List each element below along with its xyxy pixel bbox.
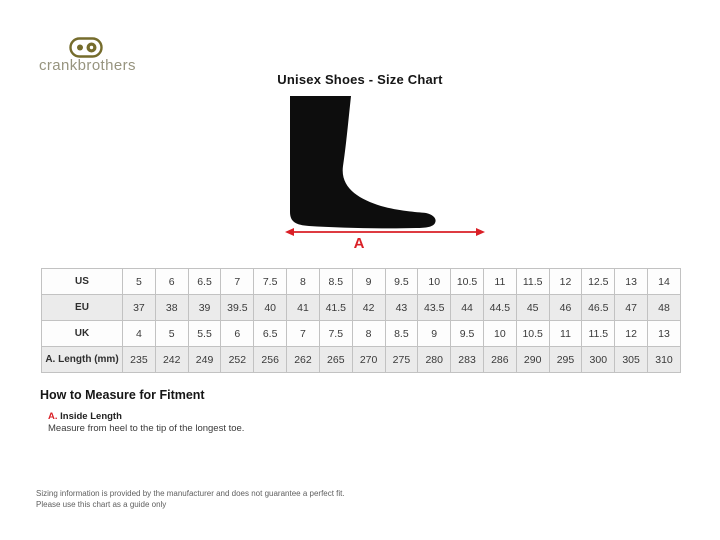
size-cell: 45 (516, 295, 549, 321)
size-cell: 42 (352, 295, 385, 321)
size-cell: 252 (221, 347, 254, 373)
size-cell: 8.5 (385, 321, 418, 347)
measure-item-description: Measure from heel to the tip of the longest toe. (48, 423, 245, 434)
table-row (42, 347, 681, 373)
disclaimer-line2: Please use this chart as a guide only (36, 500, 167, 510)
size-cell: 9.5 (385, 269, 418, 295)
size-cell: 37 (123, 295, 156, 321)
disclaimer (36, 488, 345, 510)
size-cell: 6.5 (188, 269, 221, 295)
row-label: UK (42, 321, 123, 347)
size-cell: 41.5 (319, 295, 352, 321)
size-cell: 280 (418, 347, 451, 373)
size-cell: 10 (418, 269, 451, 295)
size-cell: 6.5 (254, 321, 287, 347)
size-cell: 14 (648, 269, 681, 295)
measure-item-title (48, 411, 122, 422)
size-cell: 9 (352, 269, 385, 295)
measure-item-name: Inside Length (60, 411, 122, 422)
size-cell: 46 (549, 295, 582, 321)
size-cell: 10 (483, 321, 516, 347)
row-label: EU (42, 295, 123, 321)
table-row (42, 321, 681, 347)
size-cell: 11.5 (516, 269, 549, 295)
size-cell: 11.5 (582, 321, 615, 347)
size-cell: 43 (385, 295, 418, 321)
size-cell: 8 (352, 321, 385, 347)
size-cell: 12 (615, 321, 648, 347)
size-cell: 270 (352, 347, 385, 373)
size-cell: 275 (385, 347, 418, 373)
size-cell: 4 (123, 321, 156, 347)
size-cell: 44 (451, 295, 484, 321)
page-title: Unisex Shoes - Size Chart (277, 72, 443, 87)
foot-diagram (285, 96, 485, 261)
size-cell: 13 (615, 269, 648, 295)
size-cell: 242 (155, 347, 188, 373)
measurement-arrow (285, 226, 485, 238)
size-cell: 290 (516, 347, 549, 373)
row-label: US (42, 269, 123, 295)
size-table (41, 268, 681, 373)
size-cell: 286 (483, 347, 516, 373)
foot-silhouette-graphic (285, 96, 485, 231)
size-cell: 13 (648, 321, 681, 347)
measure-item-letter: A. (48, 411, 58, 422)
size-cell: 6 (155, 269, 188, 295)
size-cell: 256 (254, 347, 287, 373)
size-cell: 44.5 (483, 295, 516, 321)
size-cell: 43.5 (418, 295, 451, 321)
size-cell: 12.5 (582, 269, 615, 295)
size-cell: 38 (155, 295, 188, 321)
size-cell: 7.5 (319, 321, 352, 347)
size-cell: 47 (615, 295, 648, 321)
size-table-body (42, 269, 681, 373)
size-cell: 8.5 (319, 269, 352, 295)
measure-heading: How to Measure for Fitment (40, 388, 205, 402)
size-cell: 12 (549, 269, 582, 295)
size-cell: 8 (287, 269, 320, 295)
size-cell: 11 (483, 269, 516, 295)
table-row (42, 295, 681, 321)
table-row (42, 269, 681, 295)
size-cell: 39 (188, 295, 221, 321)
brand-name: crankbrothers (39, 57, 136, 74)
size-cell: 39.5 (221, 295, 254, 321)
crankbrothers-logo-icon (69, 37, 103, 58)
size-cell: 7 (221, 269, 254, 295)
size-cell: 265 (319, 347, 352, 373)
size-cell: 10.5 (451, 269, 484, 295)
size-cell: 6 (221, 321, 254, 347)
size-cell: 40 (254, 295, 287, 321)
size-cell: 5 (123, 269, 156, 295)
size-cell: 7.5 (254, 269, 287, 295)
disclaimer-line1: Sizing information is provided by the manufacturer and does not guarantee a perfect fit. (36, 489, 345, 498)
size-cell: 11 (549, 321, 582, 347)
size-cell: 249 (188, 347, 221, 373)
size-cell: 41 (287, 295, 320, 321)
row-label: A. Length (mm) (42, 347, 123, 373)
size-cell: 235 (123, 347, 156, 373)
size-cell: 46.5 (582, 295, 615, 321)
size-cell: 295 (549, 347, 582, 373)
size-cell: 7 (287, 321, 320, 347)
measurement-label: A (353, 235, 365, 252)
size-cell: 9 (418, 321, 451, 347)
size-cell: 305 (615, 347, 648, 373)
size-cell: 10.5 (516, 321, 549, 347)
size-cell: 310 (648, 347, 681, 373)
size-cell: 262 (287, 347, 320, 373)
size-cell: 9.5 (451, 321, 484, 347)
size-cell: 283 (451, 347, 484, 373)
size-cell: 5.5 (188, 321, 221, 347)
size-cell: 5 (155, 321, 188, 347)
size-cell: 48 (648, 295, 681, 321)
size-cell: 300 (582, 347, 615, 373)
